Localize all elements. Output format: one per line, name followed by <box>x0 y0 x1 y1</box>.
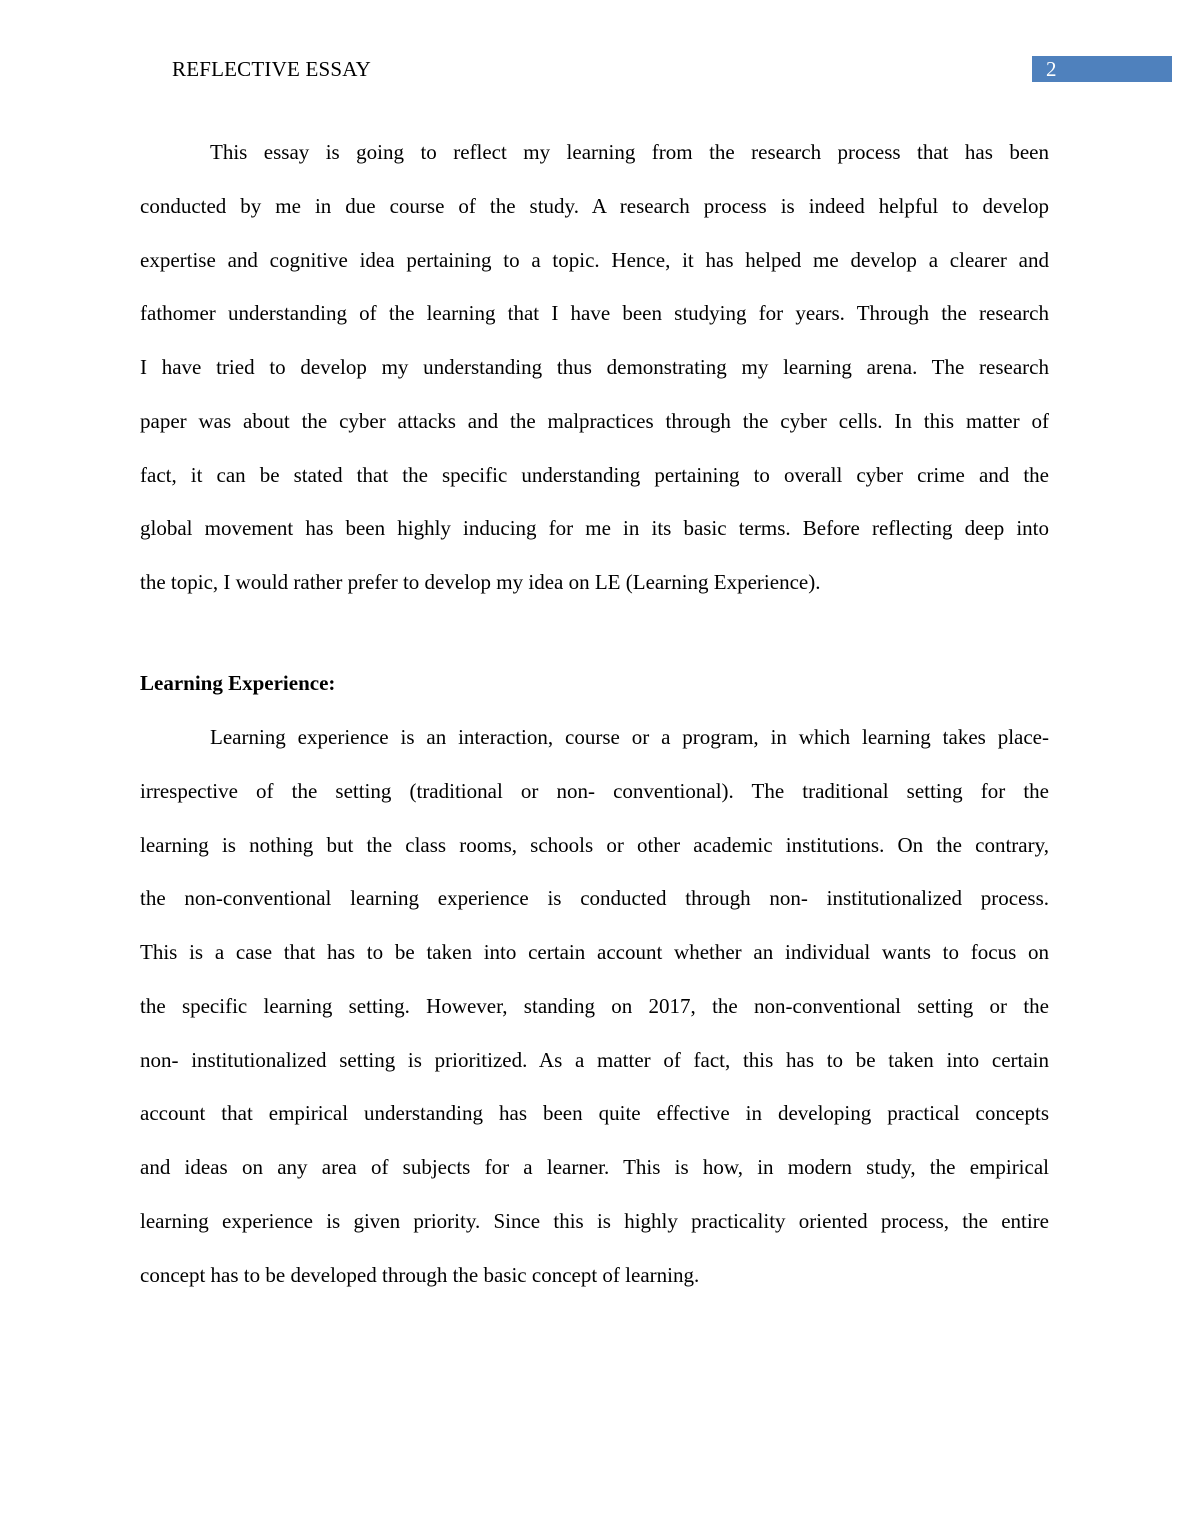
learning-experience-paragraph <box>140 711 1049 1302</box>
text-line: account that empirical understanding has been quite effective in developing practical concepts <box>140 1101 1049 1126</box>
text-line: fact, it can be stated that the specific understanding pertaining to overall cyber crime and the <box>140 462 1049 487</box>
text-line: paper was about the cyber attacks and the malpractices through the cyber cells. In this matter of <box>140 408 1049 433</box>
text-line: This essay is going to reflect my learning from the research process that has been <box>210 140 1049 164</box>
running-header-title: REFLECTIVE ESSAY <box>172 57 372 81</box>
section-heading: Learning Experience: <box>140 671 336 695</box>
text-line: This is a case that has to be taken into certain account whether an individual wants to focus on <box>140 940 1049 964</box>
text-line: learning experience is given priority. Since this is highly practicality oriented process, the entire <box>140 1208 1049 1233</box>
text-line: the specific learning setting. However, standing on 2017, the non-conventional setting or the <box>140 993 1049 1018</box>
text-line: Learning experience is an interaction, course or a program, in which learning takes place- <box>210 725 1049 749</box>
text-line: expertise and cognitive idea pertaining to a topic. Hence, it has helped me develop a clearer and <box>140 247 1049 272</box>
text-line: I have tried to develop my understanding thus demonstrating my learning arena. The research <box>140 355 1049 379</box>
text-line: the non-conventional learning experience is conducted through non- institutionalized process. <box>140 886 1049 911</box>
text-line: global movement has been highly inducing for me in its basic terms. Before reflecting deep into <box>140 516 1049 541</box>
text-line: learning is nothing but the class rooms, schools or other academic institutions. On the contrary, <box>140 832 1049 857</box>
text-line: concept has to be developed through the basic concept of learning. <box>140 1262 700 1287</box>
text-line: irrespective of the setting (traditional or non- conventional). The traditional setting for the <box>140 778 1049 803</box>
text-line: conducted by me in due course of the study. A research process is indeed helpful to develop <box>140 193 1049 218</box>
text-line: the topic, I would rather prefer to develop my idea on LE (Learning Experience). <box>140 570 821 594</box>
page-number: 2 <box>1032 56 1172 82</box>
intro-paragraph <box>140 126 1049 610</box>
text-line: non- institutionalized setting is prioritized. As a matter of fact, this has to be taken into certain <box>140 1047 1049 1072</box>
text-line: and ideas on any area of subjects for a learner. This is how, in modern study, the empirical <box>140 1155 1049 1179</box>
text-line: fathomer understanding of the learning that I have been studying for years. Through the research <box>140 301 1049 326</box>
